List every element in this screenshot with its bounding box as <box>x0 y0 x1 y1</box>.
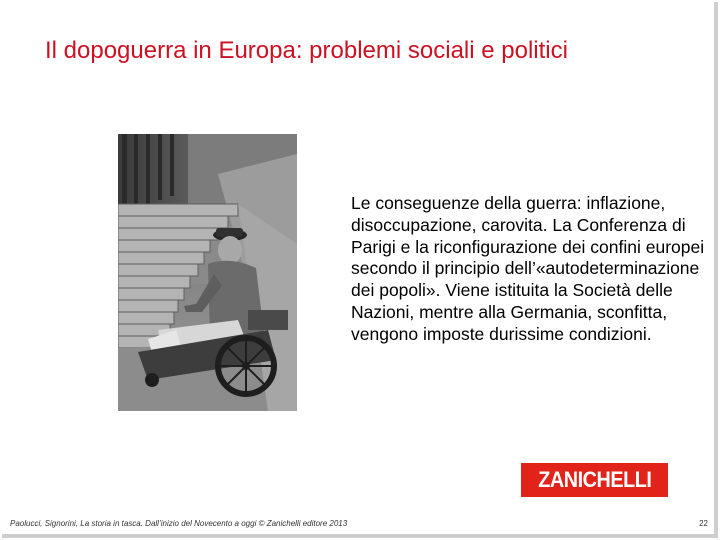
zanichelli-logo <box>521 463 668 497</box>
footer-citation: Paolucci, Signorini, La storia in tasca. Dall’inizio del Novecento a oggi © Zanichelli editore 2013 <box>10 519 348 528</box>
page-number: 22 <box>699 519 708 528</box>
historical-photo <box>118 134 297 411</box>
slide-body-text: Le conseguenze della guerra: inflazione, disoccupazione, carovita. La Conferenza di Parigi e la riconfigurazione dei confini europei secondo il principio dell’«autodeterminazione dei popoli». Viene istituita la Società delle Nazioni, mentre alla Germania, sconfitta, vengono imposte durissime condizioni. <box>351 193 705 344</box>
logo-text: ZANICHELLI <box>537 467 652 492</box>
slide-title: Il dopoguerra in Europa: problemi sociali e politici <box>45 37 568 64</box>
